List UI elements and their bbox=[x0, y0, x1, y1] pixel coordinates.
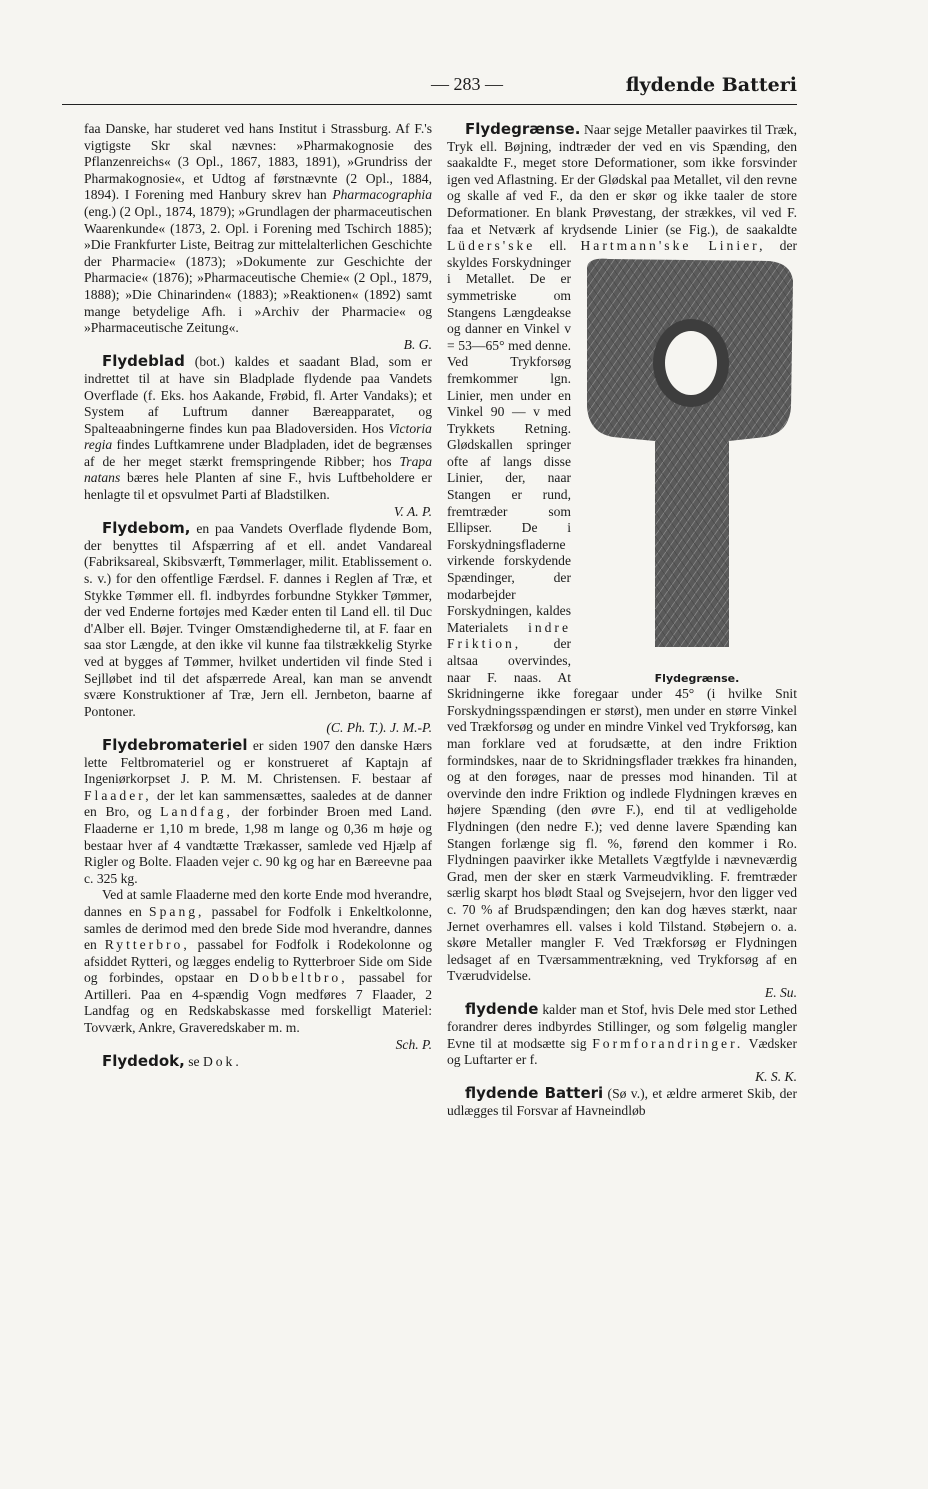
headword: Flydedok, bbox=[102, 1052, 185, 1071]
signature: E. Su. bbox=[764, 984, 797, 1000]
test-bar-photo bbox=[579, 257, 797, 662]
left-column bbox=[84, 121, 432, 1071]
entry-flydedok: Flydedok, se Dok. bbox=[102, 1052, 242, 1071]
figure-caption: Flydegrænse. bbox=[654, 672, 740, 686]
entry-flydende-batteri: flydende Batteri (Sø v.), et ældre armeret Skib, der udlægges til Forsvar af Havneindløb bbox=[447, 1084, 797, 1119]
headword: Flydeblad bbox=[102, 352, 185, 371]
signature: Sch. P. bbox=[395, 1036, 432, 1052]
headword: Flydebromateriel bbox=[102, 735, 248, 754]
headword: Flydegrænse. bbox=[465, 120, 581, 138]
figure bbox=[579, 257, 797, 686]
signature: K. S. K. bbox=[755, 1068, 797, 1084]
entry-flydeblad: Flydeblad (bot.) kaldes et saadant Blad, som er indrettet til at have sin Bladplade flydende paa Vandets Overflade (f. Eks. hos Aakande, Frøbid, fl. Arter Vandaks); et System af Luftrum danner Bæreapparatet, og Spalteaabningerne findes kun paa Bladoversiden. Hos Victoria regia findes Luftkamrene under Bladpladen, idet de begrænses af de her meget stærkt fremspringende Ribber; hos Trapa natans bæres hele Planten af sine F., hvis Luftbeholdere er henlagte til et opsvulmet Parti af Bladstilken. V. A. P. bbox=[84, 352, 432, 519]
headword: flydende Batteri bbox=[465, 1084, 604, 1103]
entry-continuation: faa Danske, har studeret ved hans Institut i Strassburg. Af F.'s vigtigste Skr skal nævnes: »Pharmakognosie des Pflanzenreichs« (3 Opl., 1867, 1883, 1891), »Grundriss der Pharmakognosie«, et Udtog af førstnævnte (2 Opl., 1884, 1894). I Forening med Hanbury skrev han Pharmacographia (eng.) (2 Opl., 1874, 1879); »Grundlagen der pharmaceutischen Waarenkunde« (1873, 2. Opl. i Forening med Tschirch 1885); »Die Frankfurter Liste, Beitrag zur mittelalterlichen Geschichte der Pharmacie« (1873); »Dokumente zur Geschichte der Pharmacie« (1876); »Pharmaceutische Chemie« (2 Opl., 1879, 1888); »Die Chinarinden« (1883); »Reaktionen« (1892) samt mange betydelige Afh. i »Archiv der Pharmacie« og »Pharmaceutische Zeitung«. B. G. bbox=[84, 121, 432, 352]
entry-flydebom: Flydebom, en paa Vandets Overflade flydende Bom, der benyttes til Afspærring af et ell. andet Vandareal (Fabriksareal, Skibsværft, Tømmerlager, milit. Etablissement o. s. v.) for den offentlige Færdsel. F. dannes i Reglen af Træ, et Stykke Tømmer ell. fl. indbyrdes forbundne Stykker Tømmer, der ved Enderne fortøjes med Kæder enten til Land ell. til Duc d'Alber ell. Bøjer. Tvinger Omstændighederne til, at F. faar en saa stor Længde, at den ikke vil kunne faa tilstrækkelig Styrke ved at bygges af Tømmer, hvilket undertiden vil finde Sted i Sejlløbet ind til det afspærrede Areal, kan man se anvendt svære Konstruktioner af Træ, Jern ell. Jernbeton, baarne af Pontoner. (C. Ph. T.). J. M.-P. bbox=[84, 519, 432, 736]
signature: B. G. bbox=[403, 336, 432, 352]
entry-flydebromateriel-cont: Ved at samle Flaaderne med den korte Ende mod hverandre, dannes en Spang, passabel for Fodfolk i Enkeltkolonne, samles de derimod med den brede Side mod hverandre, dannes en Rytterbro, passabel for Fodfolk i Rodekolonne og afsiddet Rytteri, og lægges endelig to Rytterbroer Side om Side og forbindes, opstaar en Dobbeltbro, passabel for Artilleri. Paa en 4-spændig Vogn medføres 7 Flaader, 2 Landfag og en Redskabskasse med forskelligt Materiel: Tovværk, Ankre, Graveredskaber m. m. Sch. P. bbox=[84, 887, 433, 1052]
entry-flydegraense: Flydegrænse. Naar sejge Metaller paavirkes til Træk, Tryk ell. Bøjning, indtræder der ved en vis Spænding, den saakaldte F., meget store Deformationer, som ikke forsvinder igen ved Aflastning. Er der Glødskal paa Metallet, vil den revne og skalle af ved F., da den er skør og ikke taaler de store Deformationer. En blank Prøvestang, der strækkes, vil ved F. faa et Netværk af krydsende Linier (se Fig.), de saakaldte Lüders'ske ell. Hartmann'ske Linier, Flydegrænse. der skyldes Forskydninger i Metallet. De er symmetriske om Stangens Længdeakse og danner en Vinkel v = 53—65° med denne. Ved Trykforsøg fremkommer lgn. Linier, men under en Vinkel 90 — v med Trykkets Retning. Glødskallen springer ofte af langs disse Linier, der, naar Stangen er rund, fremtræder som Ellipser. De i Forskydningsfladerne virkende forskydende Spændinger, der modarbejder Forskydningen, kaldes Materialets indre Friktion, der altsaa overvindes, naar F. naas. At Skridningerne ikke foregaar under 45° (i hvilke Snit Forskydningsspændingen er størst), men under en større Vinkel ved Trækforsøg og under en mindre Vinkel ved Trykforsøg, kan man forklare ved at forudsætte, at den indre Friktion formindskes, naar de to Skridningsflader trækkes fra hinanden, og at den forøges, naar de presses mod hinanden. Til at overvinde den indre Friktion og indlede Flydningen kræves en højere Spænding (den øvre F.), end til at vedligeholde Flydningen (den nedre F.); ved denne lavere Spænding kan Stangen forlænge sig fl. %, førend den kommer i Ro. Flydningen paavirker ikke Metallets Vægtfylde i nævneværdig Grad, men der sker en stærk Varmeudvikling. F. fremtræder særlig skarpt hos blødt Staal og Svejsejern, hvor den ligger ved c. 70 % af Brudspændingen; den kan dog hæves stærkt, naar Jernet overhamres ell. valses i kold Tilstand. Støbejern o. a. skøre Metaller mangler F. Ved Trækforsøg er Flydningen ledsaget af en Tværsammentrækning, ved Trykforsøg af en Tværudvidelse. E. Su. bbox=[447, 120, 797, 1000]
signature: (C. Ph. T.). J. M.-P. bbox=[326, 720, 432, 736]
page-header bbox=[62, 72, 797, 104]
signature: V. A. P. bbox=[393, 503, 432, 519]
headword: flydende bbox=[465, 1000, 539, 1019]
headword: Flydebom, bbox=[102, 519, 191, 538]
right-column bbox=[447, 121, 797, 1120]
page-number: — 283 — bbox=[431, 74, 503, 94]
running-head: flydende Batteri bbox=[625, 74, 797, 96]
entry-flydende: flydende kalder man et Stof, hvis Dele med stor Lethed forandrer deres indbyrdes Stillinger, og som følgelig mangler Evne til at modsætte sig Formforandringer. Vædsker og Luftarter er f. K. S. K. bbox=[447, 1000, 797, 1084]
entry-flydebromateriel: Flydebromateriel er siden 1907 den danske Hærs lette Feltbromateriel og er konstrueret af Kaptajn af Ingeniørkorpset J. P. M. M. Christensen. F. bestaar af Flaader, der let kan sammensættes, saaledes at de danner en Bro, og Landfag, der forbinder Broen med Land. Flaaderne er 1,10 m brede, 1,98 m lange og 0,36 m høje og bestaar hver af 4 vandtætte Trækasser, samlede ved Hjælp af Rigler og Bolte. Flaaden vejer c. 90 kg og har en Bæreevne paa c. 325 kg. bbox=[84, 735, 432, 886]
header-rule bbox=[62, 104, 797, 105]
